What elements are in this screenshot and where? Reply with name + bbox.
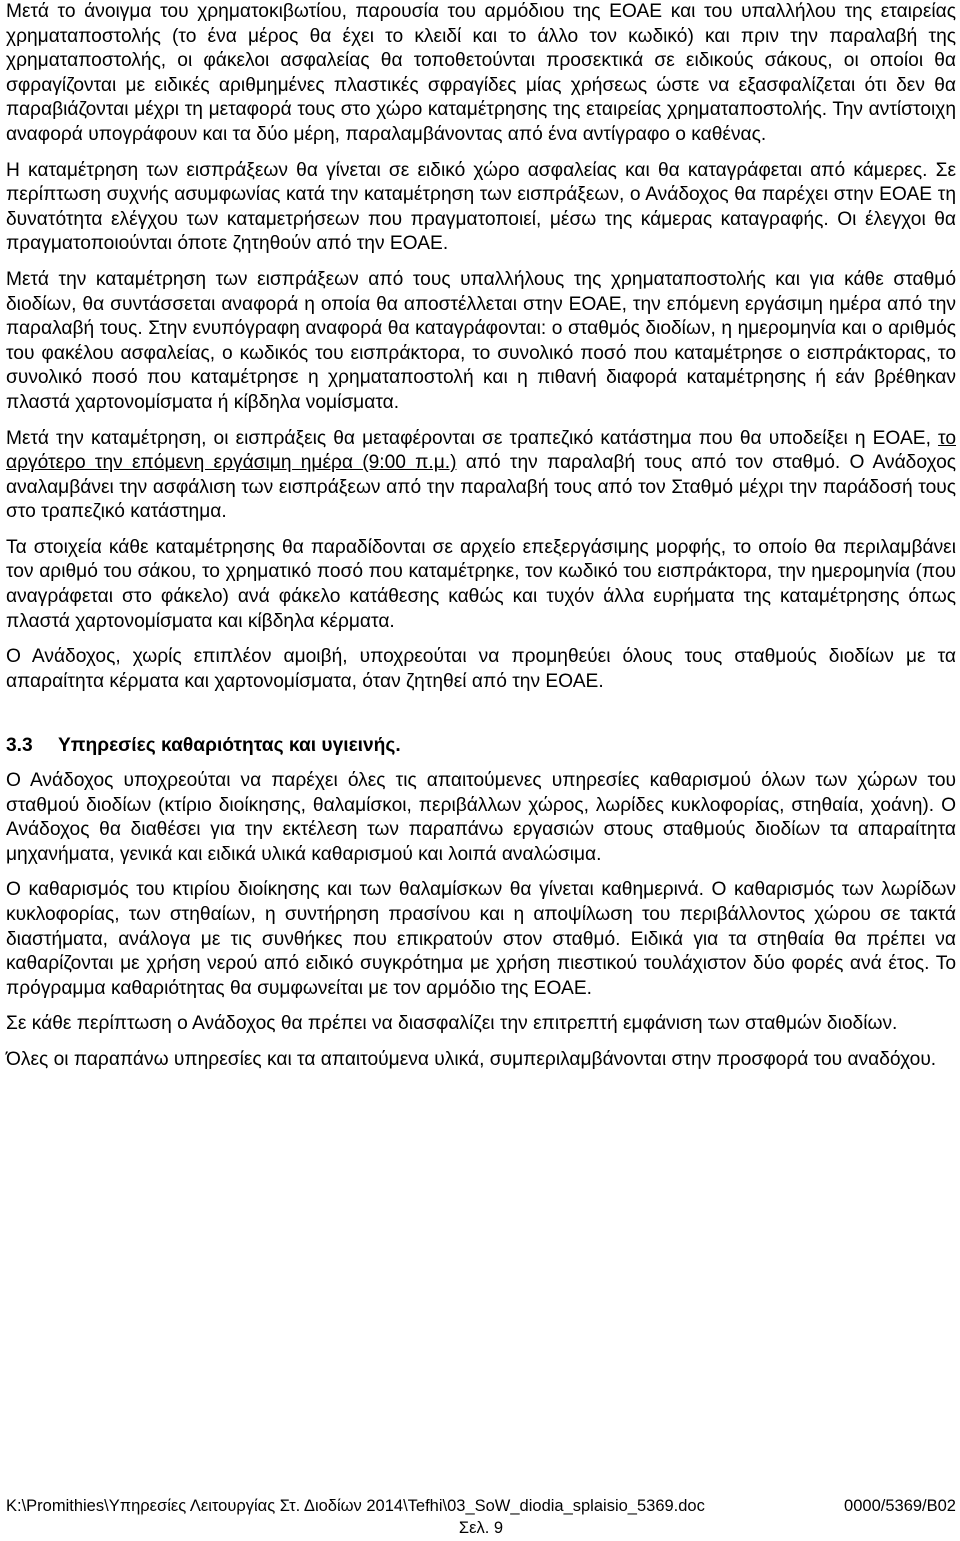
- section-title: Υπηρεσίες καθαριότητας και υγιεινής.: [58, 735, 401, 757]
- bank-transfer-deadline: το αργότερο την επόμενη εργάσιμη ημέρα (9:00 π.μ.): [6, 427, 956, 474]
- document-body: [6, 0, 956, 1084]
- paragraph-cleaning-schedule: Ο καθαρισμός του κτιρίου διοίκησης και των θαλαμίσκων θα γίνεται καθημερινά. Ο καθαρισμός των λωρίδων κυκλοφορίας, των στηθαίων, η συντήρηση πρασίνου και η αποψίλωση του περιβάλλοντος χώρου σε τακτά διαστήματα, ανάλογα με τις συνθήκες που επικρατούν στον σταθμό. Ειδικά για τα στηθαία θα πρέπει να καθαρίζονται με χρήση νερού από ειδικό συγκρότημα με χρήση πιεστικού τουλάχιστον δύο φορές ανά έτος. Το πρόγραμμα καθαριότητας θα συμφωνείται με τον αρμόδιο της ΕΟΑΕ.: [6, 879, 956, 999]
- section-number: 3.3: [6, 735, 33, 757]
- paragraph-offer-inclusion: Όλες οι παραπάνω υπηρεσίες και τα απαιτούμενα υλικά, συμπεριλαμβάνονται στην προσφορά του αναδόχου.: [6, 1048, 937, 1070]
- footer-doc-code: 0000/5369/B02: [844, 1497, 956, 1515]
- paragraph-counting-cameras: Η καταμέτρηση των εισπράξεων θα γίνεται σε ειδικό χώρο ασφαλείας και θα καταγράφεται από κάμερες. Σε περίπτωση συχνής ασυμφωνίας κατά την καταμέτρηση των εισπράξεων, ο Ανάδοχος θα παρέχει στην ΕΟΑΕ τη δυνατότητα ελέγχου των καταμετρήσεων που πραγματοποιεί, μέσω της κάμερας καταγραφής. Οι έλεγχοι θα πραγματοποιούνται όποτε ζητηθούν από την ΕΟΑΕ.: [6, 159, 956, 255]
- paragraph-coins-supply: Ο Ανάδοχος, χωρίς επιπλέον αμοιβή, υποχρεούται να προμηθεύει όλους τους σταθμούς διοδίων με τα απαραίτητα κέρματα και χαρτονομίσματα, όταν ζητηθεί από την ΕΟΑΕ.: [6, 646, 956, 692]
- paragraph-safe-opening: Μετά το άνοιγμα του χρηματοκιβωτίου, παρουσία του αρμόδιου της ΕΟΑΕ και του υπαλλήλου της εταιρείας χρηματαποστολής (το ένα μέρος θα έχει το κλειδί και το άλλο τον κωδικό) και πριν την παραλαβή της χρηματαποστολής, οι φάκελοι ασφαλείας θα τοποθετούνται προσεκτικά σε ειδικούς σάκους, οι οποίοι θα σφραγίζονται με ειδικές αριθμημένες πλαστικές σφραγίδες μίας χρήσεως ώστε να εξασφαλίζεται ότι δεν θα παραβιάζονται μέχρι τη μεταφορά τους στο χώρο καταμέτρησης της εταιρείας χρηματαποστολής. Την αντίστοιχη αναφορά υπογράφουν και τα δύο μέρη, παραλαμβάνοντας από ένα αντίγραφο ο καθένας.: [6, 1, 956, 145]
- page-number: Σελ. 9: [458, 1519, 504, 1537]
- bank-transfer-text-end: από την παραλαβή τους από τον σταθμό. Ο Ανάδοχος αναλαμβάνει την ασφάλιση των εισπράξεων από την παραλαβή τους από τον Σταθμό μέχρι την παράδοσή τους στο τραπεζικό κατάστημα.: [6, 452, 956, 523]
- footer-file-path: K:\Promithies\Υπηρεσίες Λειτουργίας Στ. Διοδίων 2014\Tefhi\03_SoW_diodia_splaisio_5369.doc: [6, 1497, 705, 1515]
- paragraph-station-appearance: Σε κάθε περίπτωση ο Ανάδοχος θα πρέπει να διασφαλίζει την επιτρεπτή εμφάνιση των σταθμών διοδίων.: [6, 1013, 898, 1035]
- paragraph-cleaning-services: Ο Ανάδοχος υποχρεούται να παρέχει όλες τις απαιτούμενες υπηρεσίες καθαρισμού όλων των χώρων του σταθμού διοδίων (κτίριο διοίκησης, θαλαμίσκοι, περιβάλλων χώρος, λωρίδες κυκλοφορίας, στηθαία, χοάνη). Ο Ανάδοχος θα διαθέσει για την εκτέλεση των παραπάνω εργασιών στους σταθμούς διοδίων τα απαραίτητα μηχανήματα, γενικά και ειδικά υλικά καθαρισμού και λοιπά αναλώσιμα.: [6, 770, 956, 865]
- page-footer: [6, 1496, 956, 1539]
- paragraph-counting-report: Μετά την καταμέτρηση των εισπράξεων από τους υπαλλήλους της χρηματαποστολής και για κάθε σταθμό διοδίων, θα συντάσσεται αναφορά η οποία θα αποστέλλεται στην ΕΟΑΕ, την επόμενη εργάσιμη ημέρα από την παραλαβή τους. Στην ενυπόγραφη αναφορά θα καταγράφονται: ο σταθμός διοδίων, η ημερομηνία και ο αριθμός του φακέλου ασφαλείας, ο κωδικός του εισπράκτορα, το συνολικό ποσό που καταμέτρησε ο εισπράκτορας, το συνολικό ποσό που καταμέτρησε η χρηματαποστολή και η πιθανή διαφορά καταμέτρησης ή εάν βρέθηκαν πλαστά χαρτονομίσματα ή κίβδηλα νομίσματα.: [6, 268, 956, 413]
- footer-row: [6, 1496, 956, 1517]
- paragraph-counting-file: Τα στοιχεία κάθε καταμέτρησης θα παραδίδονται σε αρχείο επεξεργάσιμης μορφής, το οποίο θα περιλαμβάνει τον αριθμό του σάκου, το χρηματικό ποσό που καταμέτρηκε, τον κωδικό του εισπράκτορα, την ημερομηνία (που αναγράφεται στο φάκελο) ανά φάκελο κατάθεσης καθώς και τυχόν άλλα ευρήματα της καταμέτρησης όπως πλαστά χαρτονομίσματα και κίβδηλα κέρματα.: [6, 536, 956, 632]
- bank-transfer-text-start: Μετά την καταμέτρηση, οι εισπράξεις θα μεταφέρονται σε τραπεζικό κατάστημα που θα υποδείξει η ΕΟΑΕ,: [6, 427, 939, 449]
- paragraph-bank-transfer: [6, 427, 956, 525]
- section-heading: [6, 734, 956, 759]
